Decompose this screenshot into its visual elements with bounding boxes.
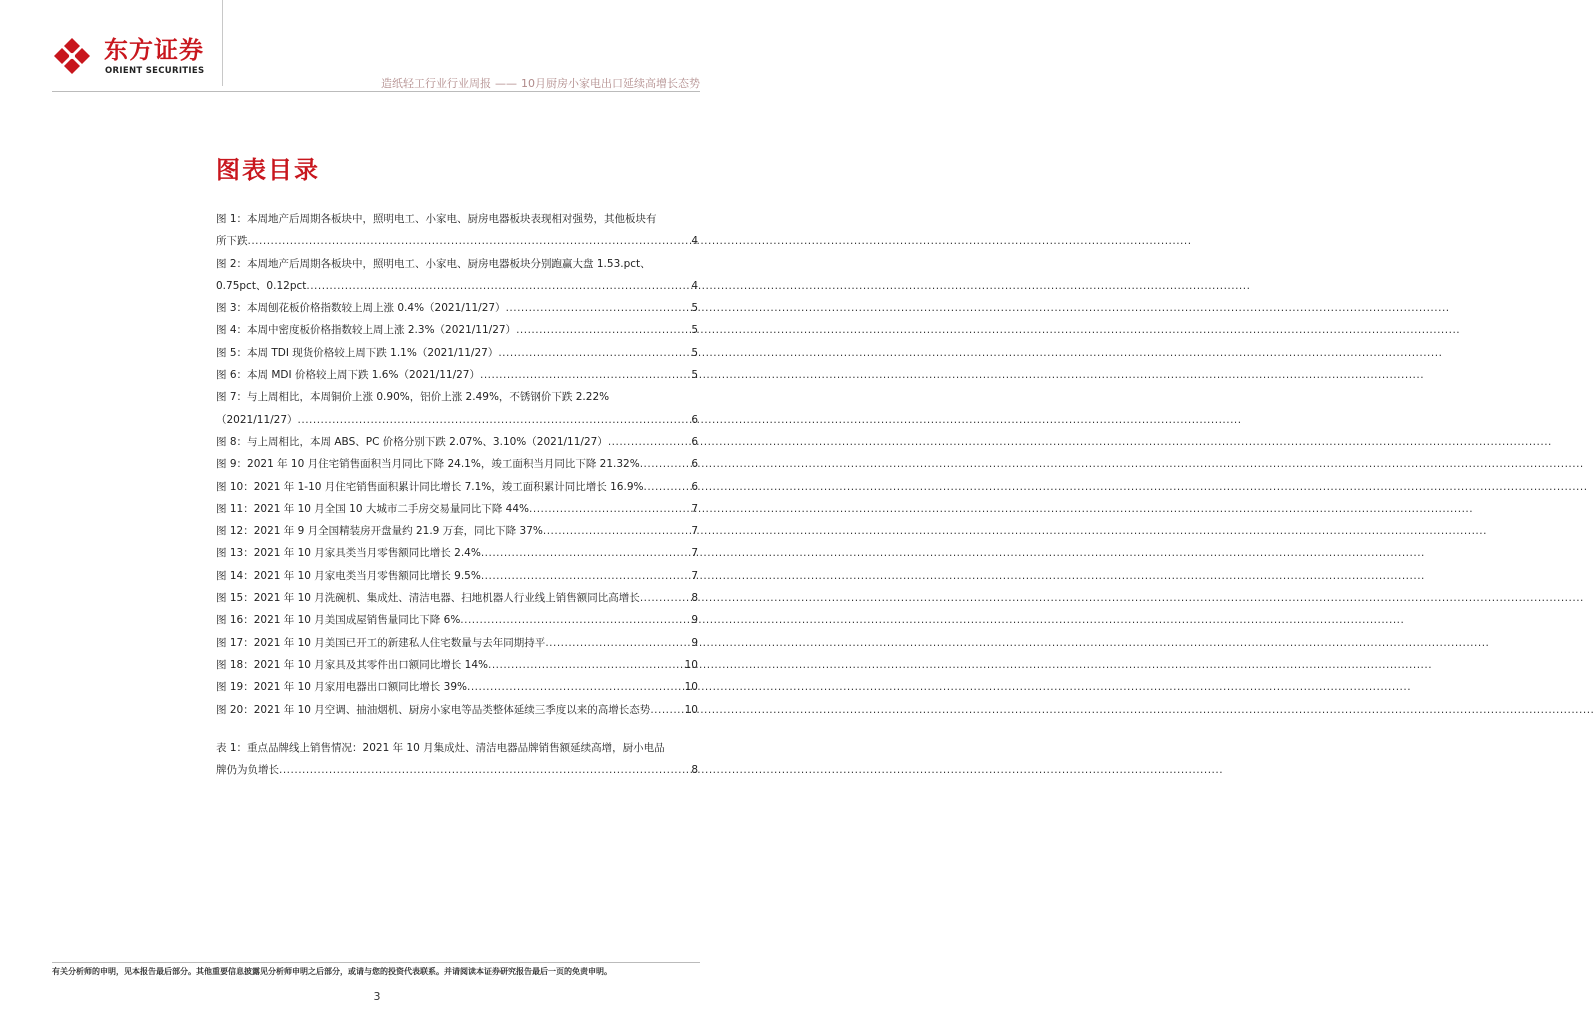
toc-page-number: 4 (691, 235, 698, 248)
toc-entry-text: 2021 年 9 月全国精装房开盘量约 21.9 万套，同比下降 37% (253, 525, 543, 538)
toc-entry-prefix: 图 13： (216, 547, 254, 560)
toc-leader-dots (306, 275, 691, 297)
toc-entry-prefix: 表 1： (216, 741, 248, 754)
toc-entry-line1 (216, 208, 698, 230)
toc-entry-prefix: 图 19： (216, 681, 254, 694)
toc-entry-prefix: 图 4： (216, 324, 248, 337)
toc-entry-text: 2021 年 10 月洗碗机、集成灶、清洁电器、扫地机器人行业线上销售额同比高增长 (253, 592, 640, 605)
header-separator: —— (495, 77, 517, 90)
toc-entry[interactable] (216, 587, 698, 609)
toc-page-number: 8 (691, 764, 698, 777)
toc-entry-prefix: 图 3： (216, 302, 248, 315)
toc-page-number: 4 (691, 279, 698, 292)
toc-page-number: 5 (691, 346, 698, 359)
report-header (381, 75, 700, 91)
toc-entry-text: 2021 年 10 月家具类当月零售额同比增长 2.4% (253, 547, 481, 560)
toc-page-number: 10 (684, 703, 698, 716)
toc-entry-text: 2021 年 10 月美国已开工的新建私人住宅数量与去年同期持平 (253, 636, 546, 649)
toc-entry[interactable] (216, 498, 698, 520)
toc-entry-line1 (216, 253, 698, 275)
toc-leader-dots (248, 230, 692, 252)
toc-entry-prefix: 图 15： (216, 592, 254, 605)
toc-entry-text: 2021 年 10 月家具及其零件出口额同比增长 14% (253, 658, 488, 671)
toc-page-number: 6 (691, 413, 698, 426)
toc-entry-label (216, 609, 460, 631)
toc-page-number: 10 (684, 681, 698, 694)
toc-entry-prefix: 图 6： (216, 369, 248, 382)
toc-entry-prefix: 图 14： (216, 569, 254, 582)
table-list (216, 737, 698, 782)
toc-page-number: 5 (691, 369, 698, 382)
toc-entry[interactable] (216, 364, 698, 386)
toc-entry-prefix: 图 20： (216, 703, 254, 716)
toc-entry-label (216, 632, 545, 654)
toc-entry-prefix: 图 8： (216, 435, 248, 448)
toc-leader-dots (640, 587, 692, 609)
toc-entry-prefix: 图 16： (216, 614, 254, 627)
toc-entry-text-cont: 所下跌 (216, 235, 248, 248)
toc-entry-line1 (216, 737, 698, 759)
toc-entry-text: 2021 年 10 月空调、抽油烟机、厨房小家电等品类整体延续三季度以来的高增长态势 (253, 703, 651, 716)
toc-leader-dots (481, 565, 692, 587)
toc-entry[interactable] (216, 319, 698, 341)
toc-entry-line1 (216, 386, 698, 408)
toc-entry-label (216, 498, 529, 520)
toc-entry-prefix: 图 12： (216, 525, 254, 538)
figure-list (216, 208, 698, 721)
toc-entry[interactable] (216, 297, 698, 319)
toc-entry-text: 2021 年 1-10 月住宅销售面积累计同比增长 7.1%，竣工面积累计同比增长 16.9% (253, 480, 644, 493)
toc-leader-dots (529, 498, 691, 520)
toc-page-number: 9 (691, 614, 698, 627)
toc-entry[interactable] (216, 253, 698, 298)
toc-entry-text: 2021 年 10 月住宅销售面积当月同比下降 24.1%，竣工面积当月同比下降 21.32% (247, 458, 640, 471)
toc-entry-prefix: 图 17： (216, 636, 254, 649)
logo-english-name: ORIENT SECURITIES (105, 66, 205, 76)
toc-entry-text: 本周地产后周期各板块中，照明电工、小家电、厨房电器板块表现相对强势，其他板块有 (247, 213, 657, 225)
toc-leader-dots (498, 342, 691, 364)
toc-page-number: 8 (691, 592, 698, 605)
toc-entry-prefix: 图 10： (216, 480, 254, 493)
toc-entry-text: 2021 年 10 月家用电器出口额同比增长 39% (253, 681, 467, 694)
toc-entry[interactable] (216, 676, 698, 698)
orient-logo-icon (52, 36, 92, 76)
page-title: 图表目录 (216, 156, 320, 184)
toc-entry-text: 2021 年 10 月美国成屋销售量同比下降 6% (253, 614, 461, 627)
figure-table-of-contents (216, 208, 698, 781)
toc-entry-label (216, 587, 640, 609)
toc-entry[interactable] (216, 609, 698, 631)
toc-entry-text: 本周地产后周期各板块中，照明电工、小家电、厨房电器板块分别跑赢大盘 1.53.pct、 (247, 257, 651, 270)
toc-page-number: 7 (691, 569, 698, 582)
toc-entry-text: 2021 年 10 月家电类当月零售额同比增长 9.5% (253, 569, 481, 582)
toc-entry[interactable] (216, 565, 698, 587)
toc-entry-label (216, 297, 506, 319)
toc-page-number: 5 (691, 324, 698, 337)
toc-entry-prefix: 图 18： (216, 658, 254, 671)
toc-entry-text: 本周刨花板价格指数较上周上涨 0.4%（2021/11/27） (247, 302, 506, 315)
toc-entry-text-cont: 牌仍为负增长 (216, 764, 279, 777)
header-rule (52, 91, 700, 92)
toc-entry[interactable] (216, 542, 698, 564)
toc-leader-dots (640, 453, 692, 475)
page-number: 3 (373, 990, 381, 1003)
toc-entry[interactable] (216, 737, 698, 782)
toc-entry-text: 本周 TDI 现货价格较上周下跌 1.1%（2021/11/27） (247, 346, 499, 359)
toc-entry-label (216, 431, 608, 453)
toc-leader-dots (643, 476, 691, 498)
toc-entry[interactable] (216, 699, 698, 721)
footer-disclaimer: 有关分析师的申明，见本报告最后部分。其他重要信息披露见分析师申明之后部分，或请与您的投资代表联系。并请阅读本证券研究报告最后一页的免责申明。 (52, 967, 612, 976)
toc-entry-prefix: 图 1： (216, 213, 248, 225)
toc-leader-dots (298, 409, 692, 431)
toc-page-number: 5 (691, 302, 698, 315)
toc-entry-prefix: 图 7： (216, 391, 248, 404)
toc-leader-dots (480, 364, 691, 386)
toc-entry[interactable] (216, 632, 698, 654)
toc-entry-prefix: 图 2： (216, 257, 248, 270)
toc-entry[interactable] (216, 208, 698, 253)
footer-rule (52, 962, 700, 963)
toc-entry-prefix: 图 5： (216, 346, 248, 359)
toc-entry-label (216, 699, 650, 721)
toc-entry-prefix: 图 11： (216, 502, 254, 515)
toc-entry-label (216, 520, 543, 542)
section-gap (216, 721, 698, 737)
toc-entry-text-cont: （2021/11/27） (216, 413, 298, 426)
toc-entry[interactable] (216, 520, 698, 542)
toc-leader-dots (488, 654, 685, 676)
toc-page-number: 7 (691, 502, 698, 515)
toc-leader-dots (460, 609, 691, 631)
toc-leader-dots (516, 319, 691, 341)
report-subtitle: 10月厨房小家电出口延续高增长态势 (521, 77, 700, 90)
toc-entry-label (216, 542, 481, 564)
toc-entry-text: 重点品牌线上销售情况：2021 年 10 月集成灶、清洁电器品牌销售额延续高增，厨小电品 (247, 741, 665, 754)
toc-page-number: 7 (691, 547, 698, 560)
toc-entry-text: 2021 年 10 月全国 10 大城市二手房交易量同比下降 44% (253, 502, 530, 515)
toc-entry[interactable] (216, 453, 698, 475)
toc-entry-prefix: 图 9： (216, 458, 248, 471)
toc-entry[interactable] (216, 654, 698, 676)
toc-entry-label (216, 676, 467, 698)
logo-chinese-name: 东方证券 (104, 36, 204, 64)
toc-leader-dots (467, 676, 685, 698)
toc-page-number: 10 (684, 658, 698, 671)
toc-leader-dots (481, 542, 692, 564)
toc-entry-label (216, 453, 640, 475)
toc-entry-label (216, 342, 498, 364)
toc-page-number: 6 (691, 458, 698, 471)
header-divider (222, 0, 223, 86)
toc-entry-text: 本周中密度板价格指数较上周上涨 2.3%（2021/11/27） (247, 324, 517, 337)
toc-leader-dots (545, 632, 691, 654)
toc-page-number: 7 (691, 525, 698, 538)
toc-entry-text: 本周 MDI 价格较上周下跌 1.6%（2021/11/27） (247, 369, 480, 382)
report-category: 造纸轻工行业行业周报 (381, 77, 491, 90)
toc-entry-text-cont: 0.75pct、0.12pct (216, 279, 307, 292)
company-logo (52, 34, 222, 82)
toc-entry-label (216, 476, 643, 498)
toc-page-number: 6 (691, 435, 698, 448)
toc-leader-dots (543, 520, 691, 542)
toc-entry-text: 与上周相比，本周铜价上涨 0.90%，铝价上涨 2.49%，不锈钢价下跌 2.22% (247, 391, 610, 404)
toc-leader-dots (608, 431, 692, 453)
toc-page-number: 9 (691, 636, 698, 649)
toc-entry[interactable] (216, 476, 698, 498)
toc-entry[interactable] (216, 342, 698, 364)
toc-entry-text: 与上周相比，本周 ABS、PC 价格分别下跌 2.07%、3.10%（2021/11/27） (247, 435, 608, 448)
toc-entry-label (216, 364, 480, 386)
toc-entry[interactable] (216, 431, 698, 453)
toc-entry[interactable] (216, 386, 698, 431)
toc-leader-dots (650, 699, 684, 721)
toc-leader-dots (506, 297, 692, 319)
toc-entry-label (216, 319, 516, 341)
toc-page-number: 6 (691, 480, 698, 493)
toc-entry-label (216, 654, 488, 676)
toc-leader-dots (279, 759, 691, 781)
toc-entry-label (216, 565, 481, 587)
